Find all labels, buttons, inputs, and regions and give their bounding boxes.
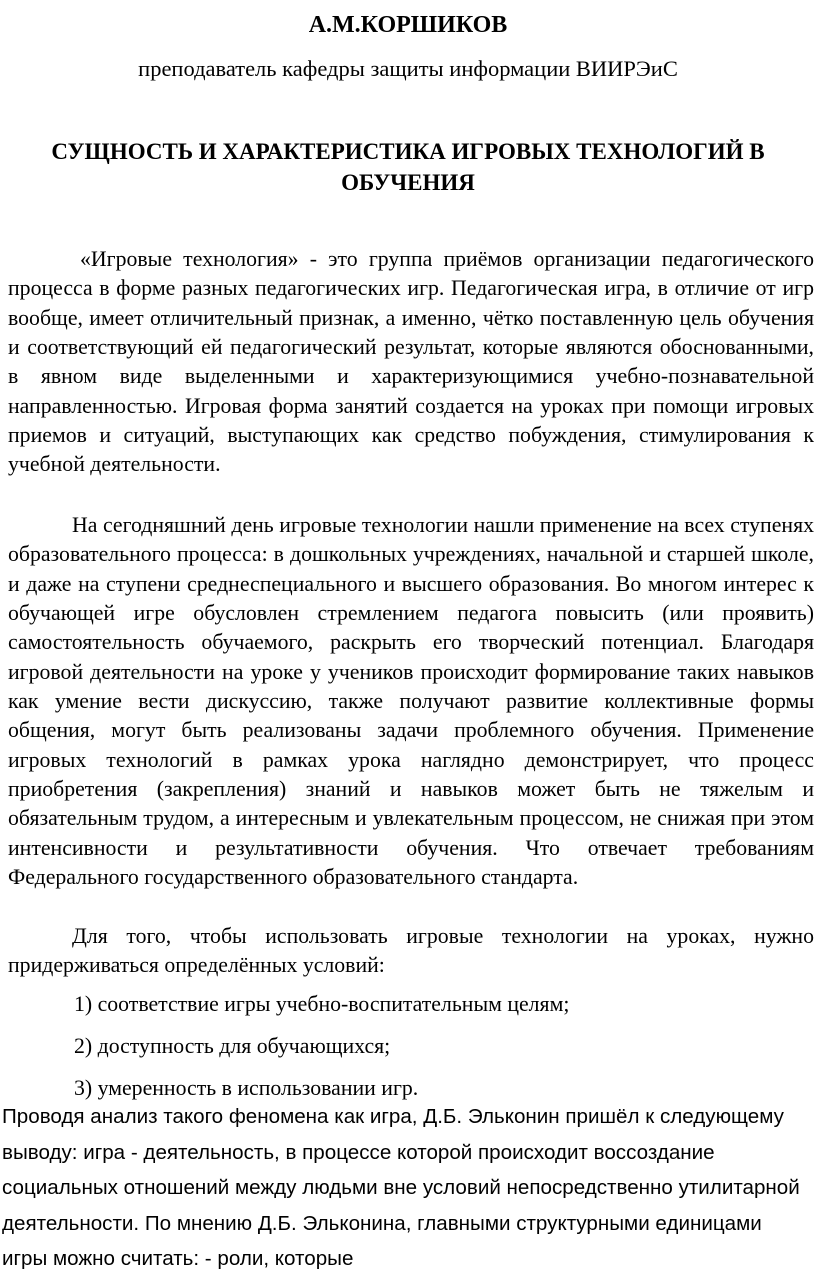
- paragraph-2: На сегодняшний день игровые технологии нашли применение на всех ступенях образовательного процесса: в дошкольных учреждениях, начальной и старшей школе, и даже на ступени среднеспециального и высшего образования. Во многом интерес к обучающей игре обусловлен стремлением педагога повысить (или проявить) самостоятельность обучаемого, раскрыть его творческий потенциал. Благодаря игровой деятельности на уроке у учеников происходит формирование таких навыков как умение вести дискуссию, также получают развитие коллективные формы общения, могут быть реализованы задачи проблемного обучения. Применение игровых технологий в рамках урока наглядно демонстрирует, что процесс приобретения (закрепления) знаний и навыков может быть не тяжелым и обязательным трудом, а интересным и увлекательным процессом, не снижая при этом интенсивности и результативности обучения. Что отвечает требованиям Федерального государственного образовательного стандарта.: [8, 513, 814, 890]
- condition-item-3: 3) умеренность в использовании игр.: [74, 1076, 419, 1100]
- author-affiliation: преподаватель кафедры защиты информации ВИИРЭиС: [138, 56, 678, 81]
- condition-item-2: 2) доступность для обучающихся;: [74, 1034, 391, 1058]
- paragraph-elkonin: Проводя анализ такого феномена как игра, Д.Б. Эльконин пришёл к следующему выводу: игра - деятельность, в процессе которой происходит воссоздание социальных отношений между людьми вне условий непосредственно утилитарной деятельности. По мнению Д.Б. Эльконина, главными структурными единицами игры можно считать: - роли, которые: [2, 1105, 800, 1271]
- condition-item-1: 1) соответствие игры учебно-воспитательным целям;: [74, 992, 570, 1016]
- paragraph-3: Для того, чтобы использовать игровые технологии на уроках, нужно придерживаться определённых условий:: [8, 924, 814, 978]
- author-name: А.М.КОРШИКОВ: [308, 12, 508, 38]
- article-title: СУЩНОСТЬ И ХАРАКТЕРИСТИКА ИГРОВЫХ ТЕХНОЛОГИЙ В ОБУЧЕНИЯ: [51, 139, 765, 195]
- paragraph-1: «Игровые технология» - это группа приёмов организации педагогического процесса в форме разных педагогических игр. Педагогическая игра, в отличие от игр вообще, имеет отличительный признак, а именно, чётко поставленную цель обучения и соответствующий ей педагогический результат, которые являются обоснованными, в явном виде выделенными и характеризующимися учебно-познавательной направленностью. Игровая форма занятий создается на уроках при помощи игровых приемов и ситуаций, выступающих как средство побуждения, стимулирования к учебной деятельности.: [8, 247, 814, 477]
